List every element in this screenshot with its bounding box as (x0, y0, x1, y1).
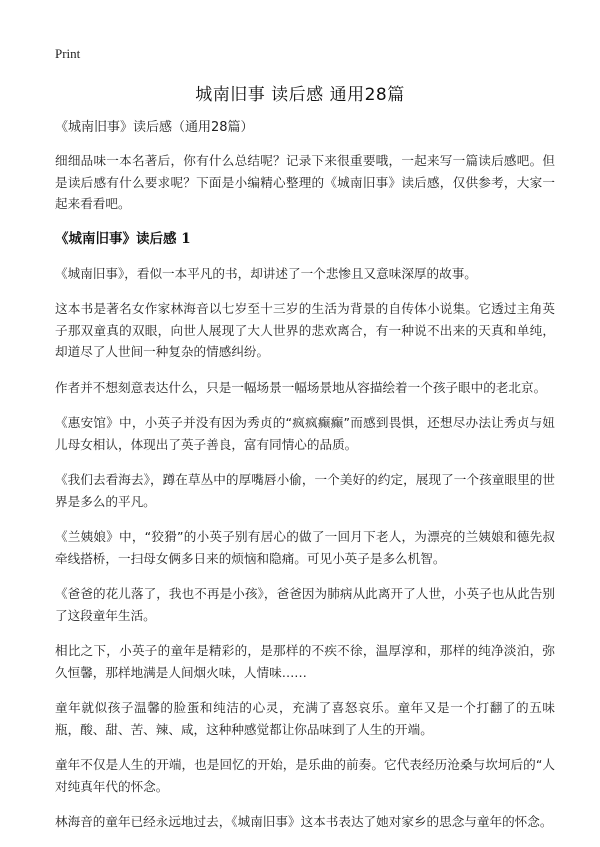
page-title: 城南旧事 读后感 通用28篇 (195, 85, 405, 105)
body-paragraph: 《兰姨娘》中，“狡猾”的小英子别有居心的做了一回月下老人，为漂亮的兰姨娘和德先叔牵线搭桥，一扫母女俩多日来的烦恼和隐痛。可见小英子是多么机智。 (55, 529, 555, 566)
article-body (55, 118, 555, 847)
print-link[interactable]: Print (55, 46, 81, 61)
body-paragraph: 《我们去看海去》，蹲在草丛中的厚嘴唇小偷，一个美好的约定，展现了一个孩童眼里的世界是多么的平凡。 (55, 472, 555, 509)
body-paragraph: 这本书是著名女作家林海音以七岁至十三岁的生活为背景的自传体小说集。它透过主角英子那双童真的双眼，向世人展现了大人世界的悲欢离合，有一种说不出来的天真和单纯，却道尽了人世间一种复杂的情感纠纷。 (55, 301, 555, 359)
article-subtitle: 《城南旧事》读后感（通用28篇） (55, 120, 254, 135)
body-paragraph: 《城南旧事》，看似一本平凡的书，却讲述了一个悲惨且又意味深厚的故事。 (55, 265, 477, 281)
body-paragraph: 作者并不想刻意表达什么，只是一幅场景一幅场景地从容描绘着一个孩子眼中的老北京。 (55, 379, 547, 395)
body-paragraph: 童年不仅是人生的开端，也是回忆的开始，是乐曲的前奏。它代表经历沧桑与坎坷后的“人对纯真年代的怀念。 (55, 757, 555, 794)
body-paragraph: 童年就似孩子温馨的脸蛋和纯洁的心灵，充满了喜怒哀乐。童年又是一个打翻了的五味瓶，酸、甜、苦、辣、咸，这种种感觉都让你品味到了人生的开端。 (55, 700, 555, 737)
body-paragraph: 相比之下，小英子的童年是精彩的，是那样的不疾不徐，温厚淳和，那样的纯净淡泊，弥久恒馨，那样地满是人间烟火味，人情味…… (55, 643, 555, 680)
section-heading: 《城南旧事》读后感 1 (55, 230, 191, 247)
intro-paragraph: 细细品味一本名著后，你有什么总结呢？记录下来很重要哦，一起来写一篇读后感吧。但是读后感有什么要求呢？下面是小编精心整理的《城南旧事》读后感，仅供参考，大家一起来看看吧。 (55, 153, 555, 211)
body-paragraph: 《惠安馆》中，小英子并没有因为秀贞的“疯疯癫癫”而感到畏惧，还想尽办法让秀贞与妞儿母女相认，体现出了英子善良，富有同情心的品质。 (55, 415, 555, 452)
body-paragraph: 林海音的童年已经永远地过去，《城南旧事》这本书表达了她对家乡的思念与童年的怀念。 (55, 814, 553, 829)
body-paragraph: 《爸爸的花儿落了，我也不再是小孩》，爸爸因为肺病从此离开了人世，小英子也从此告别了这段童年生活。 (55, 586, 555, 623)
